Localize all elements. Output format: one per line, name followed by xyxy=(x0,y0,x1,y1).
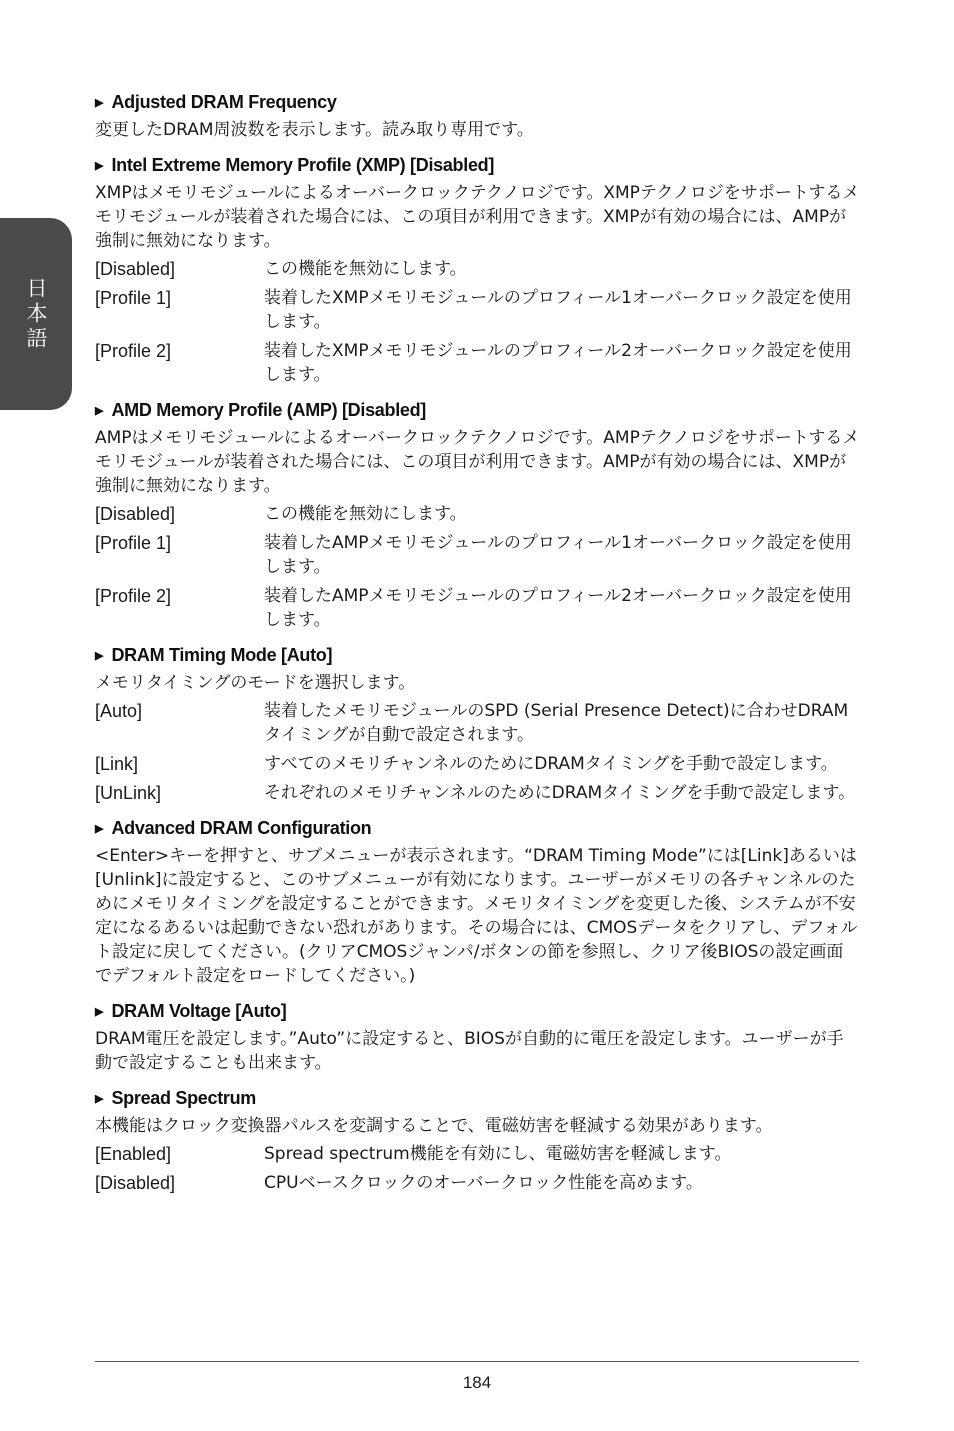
triangle-bullet-icon: ▶ xyxy=(95,405,104,417)
section-heading xyxy=(95,999,860,1026)
option-row xyxy=(95,699,860,747)
option-key: [Disabled] xyxy=(95,504,176,524)
option-key: [Link] xyxy=(95,754,139,774)
section-amp xyxy=(95,398,860,632)
option-key: [Profile 2] xyxy=(95,586,172,606)
section-description: XMPはメモリモジュールによるオーバークロックテクノロジです。XMPテクノロジをサポートするメモリモジュールが装着された場合には、この項目が利用できます。XMPが有効の場合には、AMPが強制に無効になります。 xyxy=(95,183,860,251)
section-adjusted-dram-frequency xyxy=(95,90,860,142)
option-value: 装着したメモリモジュールのSPD (Serial Presence Detect)に合わせDRAMタイミングが自動で設定されます。 xyxy=(264,701,849,745)
section-description: <Enter>キーを押すと、サブメニューが表示されます。“DRAM Timing Mode”には[Link]あるいは[Unlink]に設定すると、このサブメニューが有効になります。ユーザーがメモリの各チャンネルのためにメモリタイミングを設定することができます。メモリタイミングを変更した後、システムが不安定になるあるいは起動できない恐れがあります。その場合には、CMOSデータをクリアし、デフォルト設定に戻してください。(クリアCMOSジャンパ/ボタンの節を参照し、クリア後BIOSの設定画面でデフォルト設定をロードしてください。) xyxy=(95,846,858,986)
section-heading xyxy=(95,398,860,425)
option-key: [UnLink] xyxy=(95,783,162,803)
option-row xyxy=(95,752,860,776)
option-row xyxy=(95,781,860,805)
option-value: Spread spectrum機能を有効にし、電磁妨害を軽減します。 xyxy=(264,1144,732,1164)
option-key: [Disabled] xyxy=(95,1173,176,1193)
section-description: DRAM電圧を設定します。”Auto”に設定すると、BIOSが自動的に電圧を設定します。ユーザーが手動で設定することも出来ます。 xyxy=(95,1029,844,1073)
option-value: 装着したAMPメモリモジュールのプロフィール2オーバークロック設定を使用します。 xyxy=(264,586,852,630)
option-value: 装着したXMPメモリモジュールのプロフィール2オーバークロック設定を使用します。 xyxy=(264,341,852,385)
section-description: 変更したDRAM周波数を表示します。読み取り専用です。 xyxy=(95,120,534,140)
footer-divider xyxy=(95,1361,859,1362)
section-heading-text: Adjusted DRAM Frequency xyxy=(111,92,337,112)
section-heading-text: AMD Memory Profile (AMP) [Disabled] xyxy=(111,400,426,420)
option-key: [Disabled] xyxy=(95,259,176,279)
section-description: AMPはメモリモジュールによるオーバークロックテクノロジです。AMPテクノロジをサポートするメモリモジュールが装着された場合には、この項目が利用できます。AMPが有効の場合には、XMPが強制に無効になります。 xyxy=(95,428,860,496)
option-row xyxy=(95,531,860,579)
option-row xyxy=(95,584,860,632)
option-value: CPUベースクロックのオーバークロック性能を高めます。 xyxy=(264,1173,703,1193)
section-heading-text: DRAM Timing Mode [Auto] xyxy=(111,645,333,665)
section-heading-text: DRAM Voltage [Auto] xyxy=(111,1001,287,1021)
triangle-bullet-icon: ▶ xyxy=(95,1093,104,1105)
section-advanced-dram-configuration xyxy=(95,816,860,988)
section-dram-voltage xyxy=(95,999,860,1075)
option-value: この機能を無効にします。 xyxy=(264,504,467,524)
language-side-tab xyxy=(0,218,72,410)
triangle-bullet-icon: ▶ xyxy=(95,97,104,109)
option-value: それぞれのメモリチャンネルのためにDRAMタイミングを手動で設定します。 xyxy=(264,783,856,803)
section-heading xyxy=(95,816,860,843)
section-heading-text: Spread Spectrum xyxy=(111,1088,257,1108)
option-key: [Profile 2] xyxy=(95,341,172,361)
option-key: [Auto] xyxy=(95,701,143,721)
triangle-bullet-icon: ▶ xyxy=(95,160,104,172)
option-row xyxy=(95,339,860,387)
option-row xyxy=(95,286,860,334)
language-side-tab-label: 日本語 xyxy=(24,276,48,352)
page-content xyxy=(95,90,860,1206)
section-description: メモリタイミングのモードを選択します。 xyxy=(95,673,416,693)
option-key: [Profile 1] xyxy=(95,288,172,308)
option-row xyxy=(95,1142,860,1166)
option-row xyxy=(95,502,860,526)
page-number: 184 xyxy=(462,1373,492,1392)
section-heading xyxy=(95,643,860,670)
option-row xyxy=(95,1171,860,1195)
triangle-bullet-icon: ▶ xyxy=(95,823,104,835)
option-value: 装着したXMPメモリモジュールのプロフィール1オーバークロック設定を使用します。 xyxy=(264,288,852,332)
option-key: [Profile 1] xyxy=(95,533,172,553)
option-key: [Enabled] xyxy=(95,1144,172,1164)
triangle-bullet-icon: ▶ xyxy=(95,1006,104,1018)
option-value: この機能を無効にします。 xyxy=(264,259,467,279)
option-value: 装着したAMPメモリモジュールのプロフィール1オーバークロック設定を使用します。 xyxy=(264,533,852,577)
section-heading-text: Intel Extreme Memory Profile (XMP) [Disabled] xyxy=(111,155,495,175)
section-heading xyxy=(95,90,860,117)
section-spread-spectrum xyxy=(95,1086,860,1195)
section-heading xyxy=(95,153,860,180)
option-value: すべてのメモリチャンネルのためにDRAMタイミングを手動で設定します。 xyxy=(264,754,838,774)
option-row xyxy=(95,257,860,281)
section-dram-timing-mode xyxy=(95,643,860,805)
section-heading-text: Advanced DRAM Configuration xyxy=(111,818,372,838)
section-heading xyxy=(95,1086,860,1113)
section-xmp xyxy=(95,153,860,387)
section-description: 本機能はクロック変換器パルスを変調することで、電磁妨害を軽減する効果があります。 xyxy=(95,1116,773,1136)
triangle-bullet-icon: ▶ xyxy=(95,650,104,662)
